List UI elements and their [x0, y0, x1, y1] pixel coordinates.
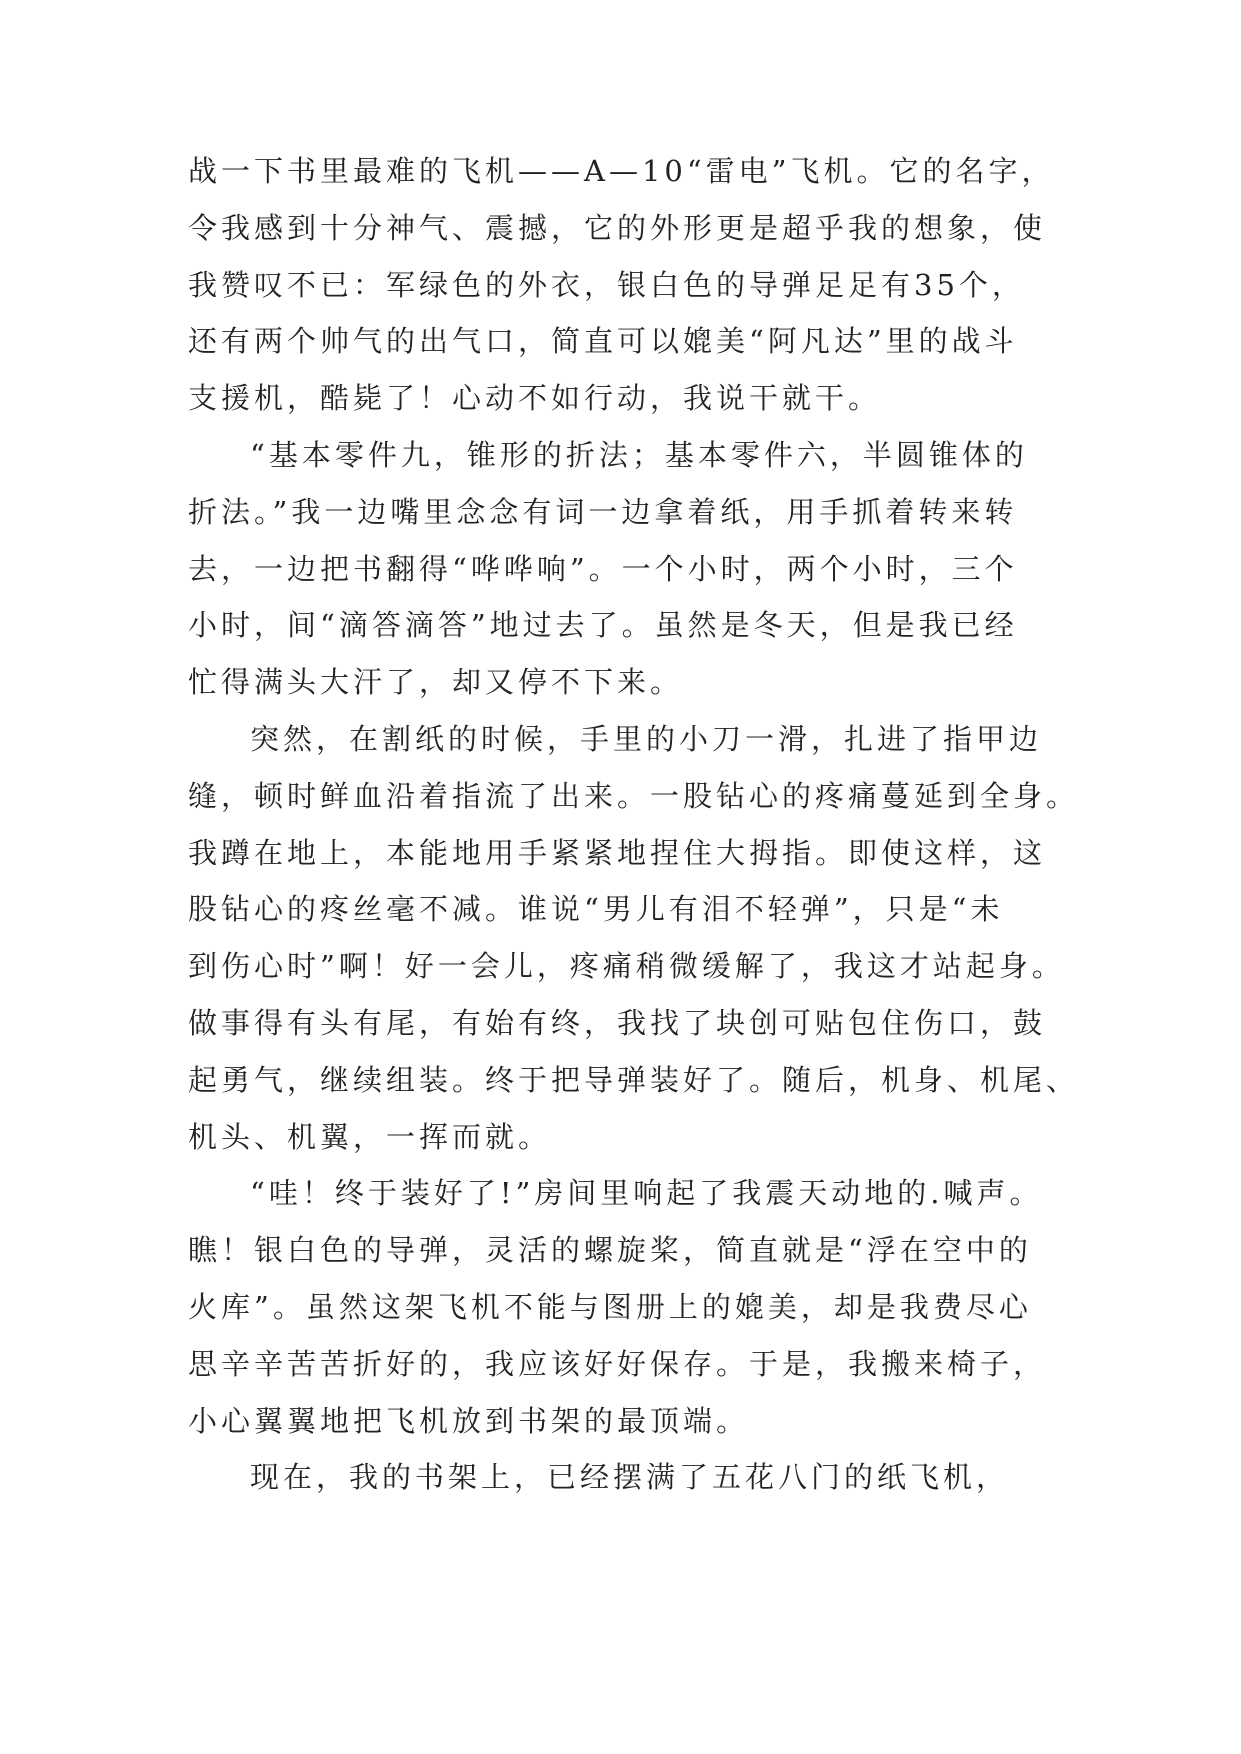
- paragraph-5: [188, 1449, 1068, 1506]
- text-line: 支援机，酷毙了！心动不如行动，我说干就干。: [188, 381, 882, 416]
- text-line: 战一下书里最难的飞机——A—10“雷电”飞机。它的名字，: [188, 154, 1055, 188]
- text-line: 突然，在割纸的时候，手里的小刀一滑，扎进了指甲边: [250, 721, 1043, 756]
- text-line: 做事得有头有尾，有始有终，我找了块创可贴包住伤口，鼓: [188, 1005, 1047, 1040]
- paragraph-1: [188, 143, 1068, 427]
- paragraph-2: [188, 427, 1068, 711]
- text-line: 去，一边把书翻得“哗哗响”。一个小时，两个小时，三个: [188, 551, 1018, 586]
- text-line: 令我感到十分神气、震撼，它的外形更是超乎我的想象，使: [188, 210, 1047, 245]
- paragraph-4: [188, 1165, 1068, 1449]
- text-line: 现在，我的书架上，已经摆满了五花八门的纸飞机，: [250, 1460, 1010, 1495]
- text-line: 小时，间“滴答滴答”地过去了。虽然是冬天，但是我已经: [188, 608, 1018, 643]
- text-line: 机头、机翼，一挥而就。: [188, 1119, 552, 1154]
- text-line: 火库”。虽然这架飞机不能与图册上的媲美，却是我费尽心: [188, 1289, 1032, 1324]
- document-body: [188, 143, 1080, 1506]
- paragraph-3: [188, 711, 1080, 1165]
- text-line: 思辛辛苦苦折好的，我应该好好保存。于是，我搬来椅子，: [188, 1346, 1047, 1381]
- text-line: “基本零件九，锥形的折法；基本零件六，半圆锥体的: [250, 437, 1028, 472]
- text-line: 小心翼翼地把飞机放到书架的最顶端。: [188, 1403, 750, 1438]
- text-line: 瞧！银白色的导弹，灵活的螺旋桨，简直就是“浮在空中的: [188, 1233, 1032, 1268]
- text-line: 到伤心时”啊！好一会儿，疼痛稍微缓解了，我这才站起身。: [188, 949, 1065, 984]
- text-line: “哇！终于装好了!”房间里响起了我震天动地的.喊声。: [250, 1176, 1043, 1211]
- text-line: 我蹲在地上，本能地用手紧紧地捏住大拇指。即使这样，这: [188, 835, 1047, 870]
- text-line: 股钻心的疼丝毫不减。谁说“男儿有泪不轻弹”，只是“未: [188, 892, 1004, 927]
- text-line: 还有两个帅气的出气口，简直可以媲美“阿凡达”里的战斗: [188, 324, 1018, 359]
- text-line: 缝，顿时鲜血沿着指流了出来。一股钻心的疼痛蔓延到全身。: [188, 778, 1080, 813]
- text-line: 忙得满头大汗了，却又停不下来。: [188, 665, 684, 700]
- text-line: 我赞叹不已：军绿色的外衣，银白色的导弹足足有35个，: [188, 267, 1025, 302]
- text-line: 起勇气，继续组装。终于把导弹装好了。随后，机身、机尾、: [188, 1062, 1080, 1097]
- text-line: 折法。”我一边嘴里念念有词一边拿着纸，用手抓着转来转: [188, 494, 1018, 529]
